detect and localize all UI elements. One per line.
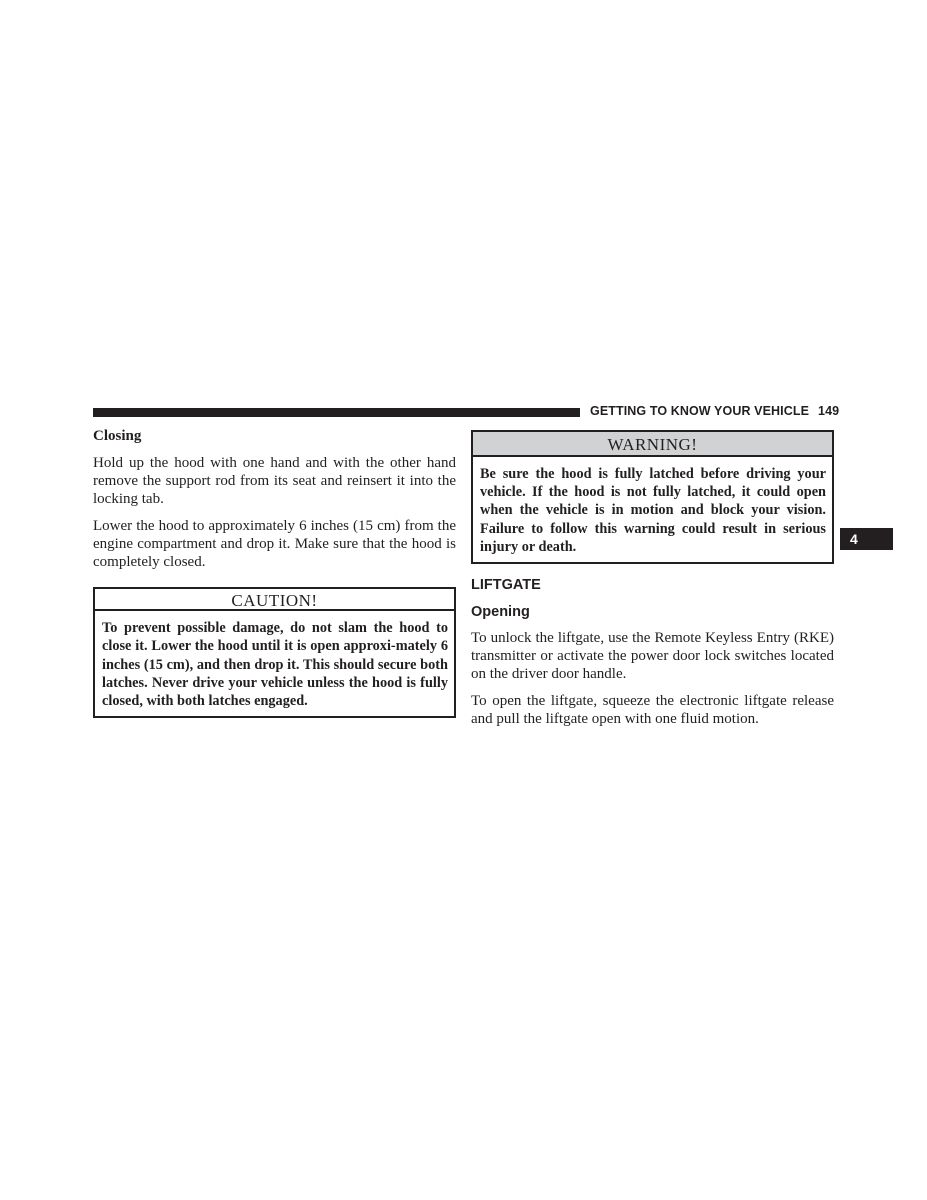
opening-heading: Opening — [471, 604, 530, 621]
page-number: 149 — [818, 404, 840, 418]
header-rule — [93, 408, 580, 417]
closing-heading: Closing — [93, 428, 142, 444]
warning-body: Be sure the hood is fully latched before driving your vehicle. If the hood is not fully latched, it could open when the vehicle is in motion and block your vision. Failure to follow this warning could result in serious injury or death. — [480, 466, 826, 555]
caution-box — [93, 587, 456, 718]
chapter-tab: 4 — [840, 528, 893, 550]
closing-paragraph-2: Lower the hood to approximately 6 inches (15 cm) from the engine compartment and drop it. Make sure that the hood is completely closed. — [93, 517, 456, 571]
opening-paragraph-1: To unlock the liftgate, use the Remote Keyless Entry (RKE) transmitter or activate the power door lock switches located on the driver door handle. — [471, 630, 834, 683]
warning-box — [471, 430, 834, 564]
caution-title: CAUTION! — [95, 589, 454, 611]
liftgate-heading: LIFTGATE — [471, 577, 541, 594]
warning-title: WARNING! — [473, 432, 832, 457]
header-title: GETTING TO KNOW YOUR VEHICLE — [590, 404, 810, 418]
opening-paragraph-2: To open the liftgate, squeeze the electronic liftgate release and pull the liftgate open with one fluid motion. — [471, 692, 834, 727]
right-column — [471, 430, 834, 736]
closing-paragraph-1: Hold up the hood with one hand and with the other hand remove the support rod from its seat and reinsert it into the locking tab. — [93, 455, 456, 508]
caution-body: To prevent possible damage, do not slam the hood to close it. Lower the hood until it is open approxi-mately 6 inches (15 cm), and then drop it. This should secure both latches. Never drive your vehicle unless the hood is fully closed, with both latches engaged. — [102, 620, 448, 710]
left-column — [93, 427, 456, 718]
running-header — [590, 404, 840, 418]
